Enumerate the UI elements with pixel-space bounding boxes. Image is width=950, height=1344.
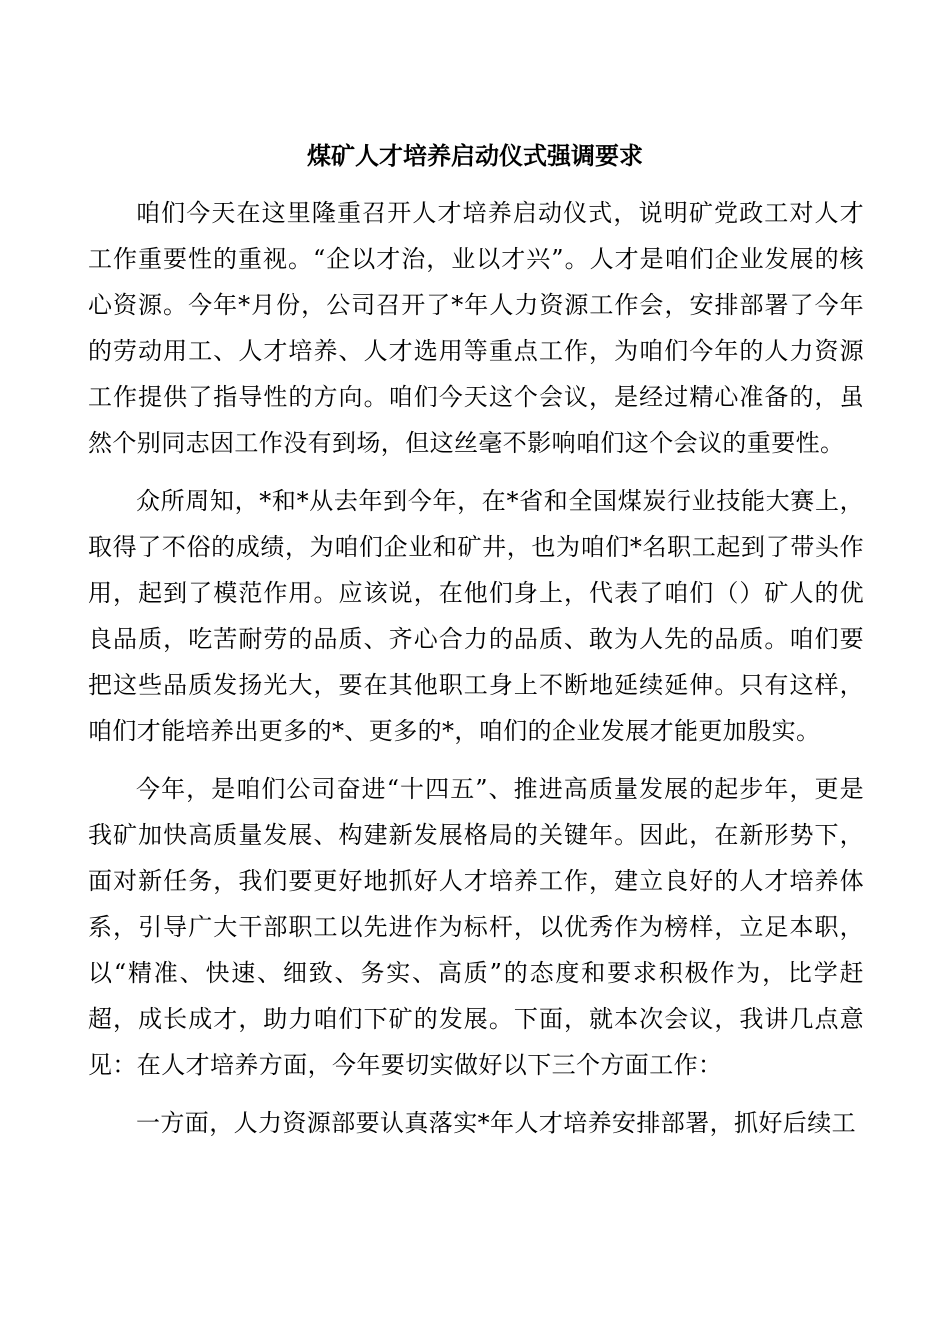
paragraph-2: 众所周知，*和*从去年到今年，在*省和全国煤炭行业技能大赛上，取得了不俗的成绩，为咱们企业和矿井，也为咱们*名职工起到了带头作用，起到了模范作用。应该说，在他们身上，代表了咱们（）矿人的优良品质，吃苦耐劳的品质、齐心合力的品质、敢为人先的品质。咱们要把这些品质发扬光大，要在其他职工身上不断地延续延伸。只有这样，咱们才能培养出更多的*、更多的*，咱们的企业发展才能更加殷实。 [88,487,864,745]
document-body [88,190,864,1146]
paragraph-4: 一方面，人力资源部要认真落实*年人才培养安排部署，抓好后续工 [136,1109,856,1137]
paragraph-1: 咱们今天在这里隆重召开人才培养启动仪式，说明矿党政工对人才工作重要性的重视。“企以才治，业以才兴”。人才是咱们企业发展的核心资源。今年*月份，公司召开了*年人力资源工作会，安排部署了今年的劳动用工、人才培养、人才选用等重点工作，为咱们今年的人力资源工作提供了指导性的方向。咱们今天这个会议，是经过精心准备的，虽然个别同志因工作没有到场，但这丝毫不影响咱们这个会议的重要性。 [88,199,864,457]
document-title: 煤矿人才培养启动仪式强调要求 [307,141,643,170]
paragraph-3: 今年，是咱们公司奋进“十四五”、推进高质量发展的起步年，更是我矿加快高质量发展、构建新发展格局的关键年。因此，在新形势下，面对新任务，我们要更好地抓好人才培养工作，建立良好的人才培养体系，引导广大干部职工以先进作为标杆，以优秀作为榜样，立足本职，以“精准、快速、细致、务实、高质”的态度和要求积极作为，比学赶超，成长成才，助力咱们下矿的发展。下面，就本次会议，我讲几点意见：在人才培养方面，今年要切实做好以下三个方面工作： [88,775,864,1079]
